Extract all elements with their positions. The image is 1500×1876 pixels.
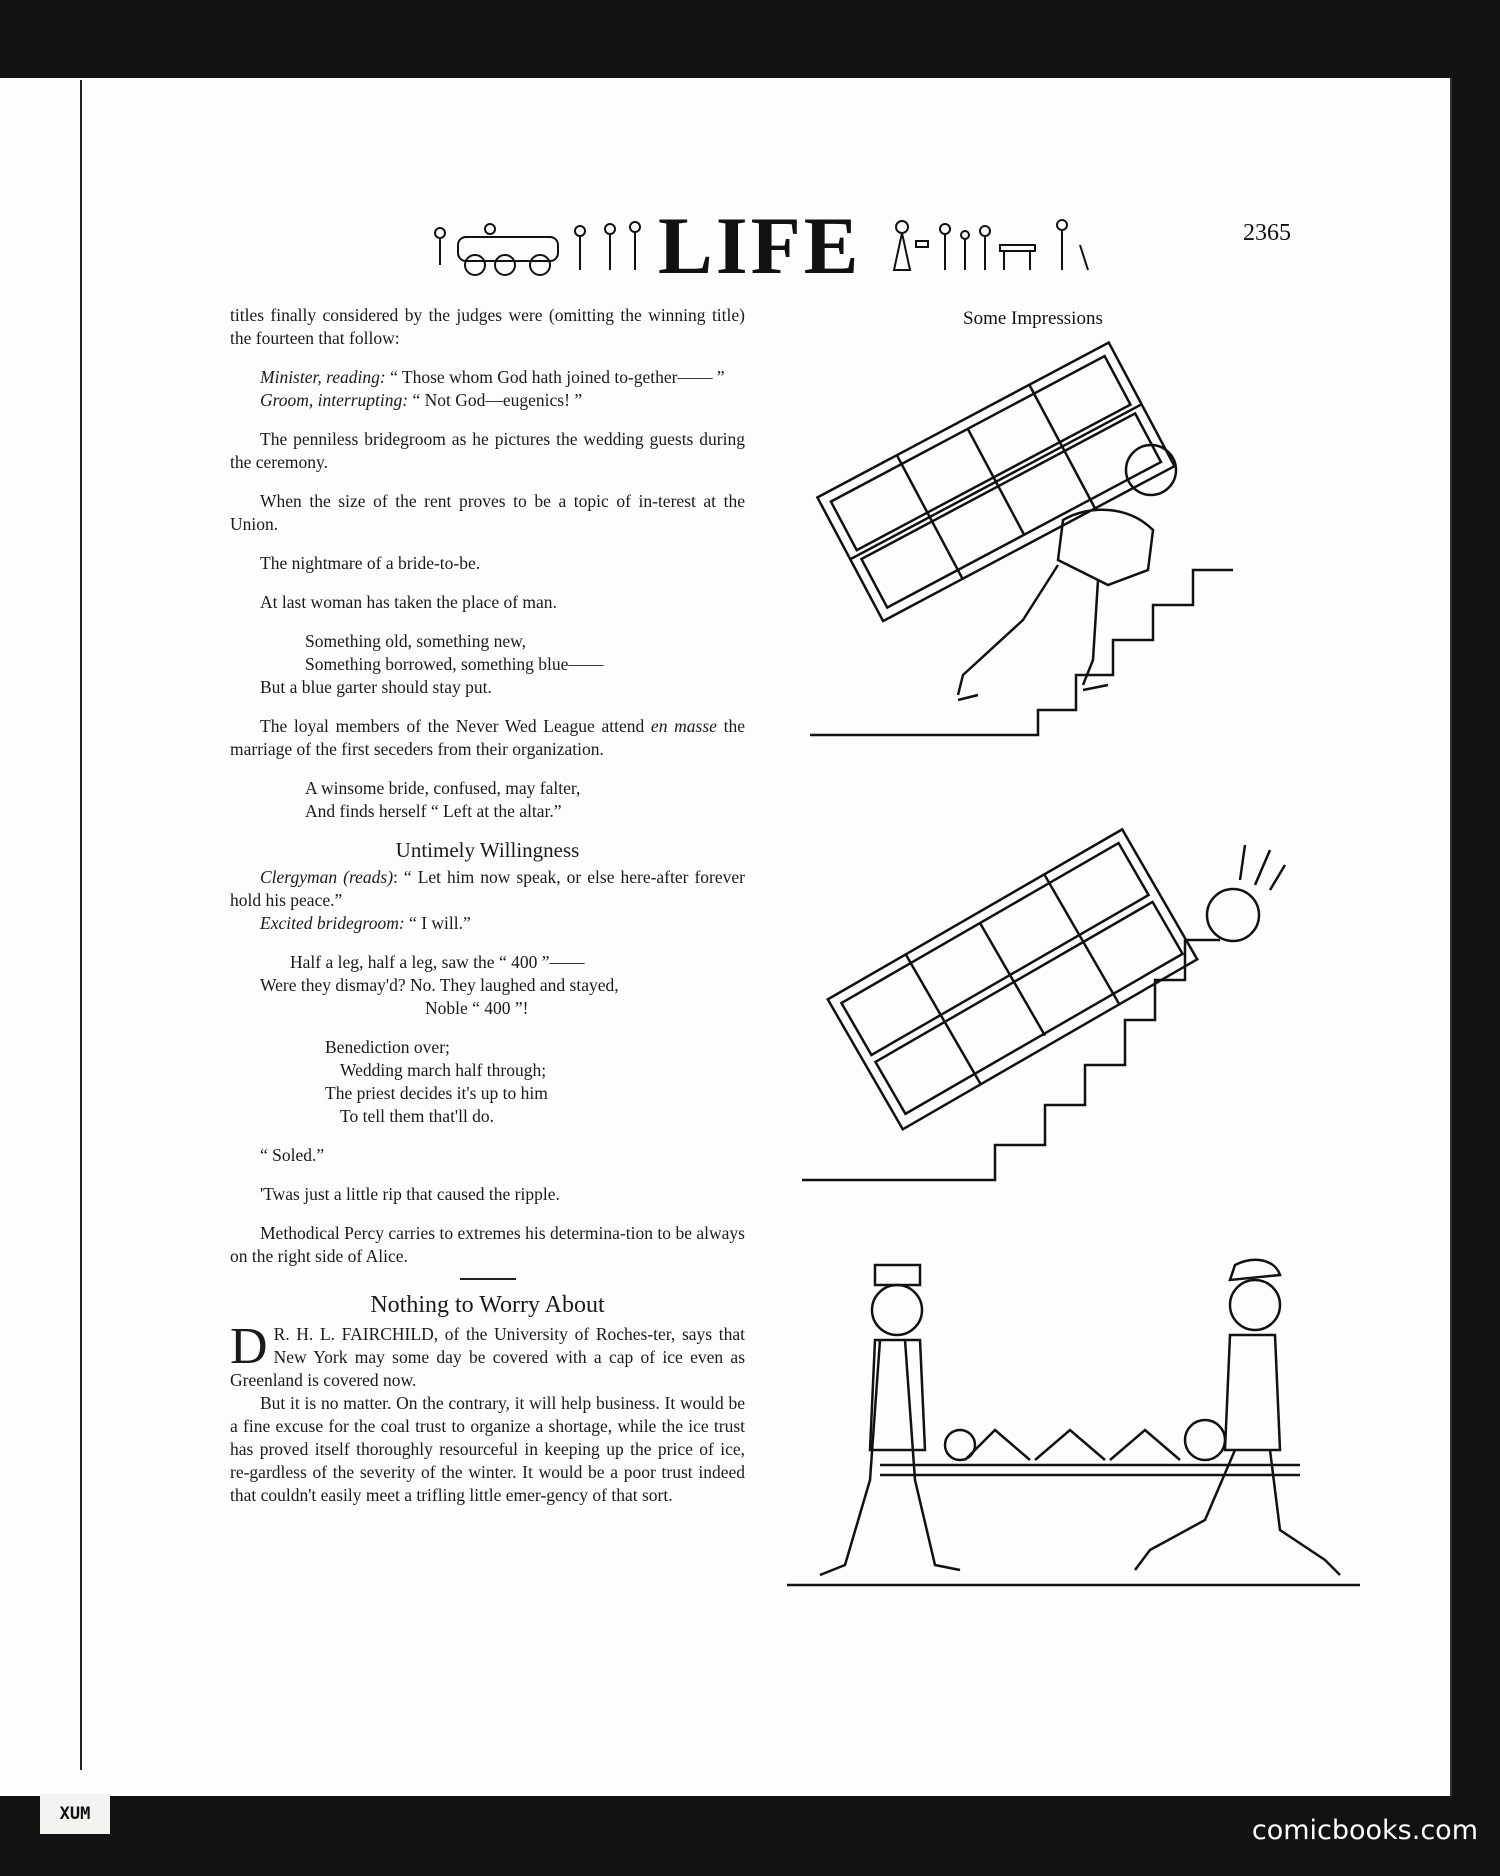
verse-line: Something borrowed, something blue—— <box>305 654 604 674</box>
verse-line: But a blue garter should stay put. <box>260 677 492 697</box>
dialogue-groom <box>230 389 745 412</box>
subheading: Untimely Willingness <box>395 838 580 862</box>
emphasis: en masse <box>650 716 717 736</box>
paragraph: titles finally considered by the judges were (omitting the winning title) the fourteen that follow: <box>230 305 745 348</box>
paragraph: “ Soled.” <box>260 1145 325 1165</box>
paragraph <box>230 715 745 761</box>
masthead <box>430 200 1100 291</box>
article-text: R. H. L. FAIRCHILD, of the University of Roches-ter, says that New York may some day be covered with a cap of ice even as Greenland is covered now. <box>230 1324 745 1390</box>
dialogue-text: “ Not God—eugenics! ” <box>408 390 583 410</box>
paragraph: When the size of the rent proves to be a topic of in-terest at the Union. <box>230 491 745 534</box>
section-divider <box>460 1278 516 1280</box>
article-paragraph: But it is no matter. On the contrary, it will help business. It would be a fine excuse for the coal trust to organize a shortage, while the ice trust has proved itself thoroughly resourceful in keeping up the price of ice, re-gardless of the severity of the winter. It would be a poor trust indeed that couldn't easily meet a trifling little emer-gency of that sort. <box>230 1393 745 1505</box>
verse-line: Something old, something new, <box>305 631 527 651</box>
masthead-left-vignette-icon <box>430 215 650 285</box>
verse-line: Wedding march half through; <box>340 1060 547 1080</box>
paragraph: At last woman has taken the place of man. <box>260 592 557 612</box>
verse-line: Noble “ 400 ”! <box>425 998 529 1018</box>
illustration-caption: Some Impressions <box>963 308 1103 329</box>
verse <box>230 630 745 699</box>
dialogue-text: “ Those whom God hath joined to-gether—— ” <box>385 367 725 387</box>
verse-line: To tell them that'll do. <box>340 1106 495 1126</box>
page-number: 2365 <box>1243 220 1291 246</box>
gutter-line <box>80 80 82 1770</box>
speaker: Groom, interrupting: <box>260 390 409 410</box>
speaker: Clergyman (reads) <box>260 867 394 887</box>
dialogue-clergyman <box>230 866 745 912</box>
dialogue-text: : “ Let him now speak, or else here-after forever hold his peace.” <box>230 867 745 910</box>
verse-line: Benediction over; <box>325 1037 450 1057</box>
verse-line: And finds herself “ Left at the altar.” <box>305 801 562 821</box>
verse <box>230 1036 745 1128</box>
dialogue-minister <box>230 366 745 389</box>
verse-line: The priest decides it's up to him <box>325 1083 548 1103</box>
illustration-dresser-sliding-down-stairs <box>800 805 1300 1190</box>
paragraph: The penniless bridegroom as he pictures the wedding guests during the ceremony. <box>230 429 745 472</box>
verse <box>230 951 745 1020</box>
verse-line: A winsome bride, confused, may falter, <box>305 778 581 798</box>
verse-line: Were they dismay'd? No. They laughed and stayed, <box>260 975 619 995</box>
verse-line: Half a leg, half a leg, saw the “ 400 ”—— <box>290 952 585 972</box>
paragraph: The nightmare of a bride-to-be. <box>260 553 481 573</box>
illustration-stretcher-bearers <box>785 1250 1360 1600</box>
masthead-right-vignette-icon <box>890 215 1100 285</box>
illustration-man-carrying-dresser-upstairs <box>808 330 1238 740</box>
paragraph-text: The loyal members of the Never Wed League attend <box>260 716 651 736</box>
speaker: Minister, reading: <box>260 367 386 387</box>
article-headline: Nothing to Worry About <box>370 1292 605 1318</box>
masthead-title: LIFE <box>658 200 862 291</box>
watermark: comicbooks.com <box>1251 1815 1478 1846</box>
paragraph: Methodical Percy carries to extremes his determina-tion to be always on the right side of Alice. <box>230 1223 745 1266</box>
drop-cap: D <box>230 1318 268 1375</box>
speaker: Excited bridegroom: <box>260 913 405 933</box>
corner-stamp: XUM <box>40 1794 110 1834</box>
paragraph: 'Twas just a little rip that caused the ripple. <box>260 1184 560 1204</box>
dialogue-text: “ I will.” <box>404 913 471 933</box>
verse <box>230 777 745 823</box>
text-column <box>230 304 745 1523</box>
paragraph-text: the marriage of the first seceders from their organization. <box>230 716 746 759</box>
dialogue-bridegroom <box>230 912 745 935</box>
article-paragraph <box>230 1318 745 1392</box>
